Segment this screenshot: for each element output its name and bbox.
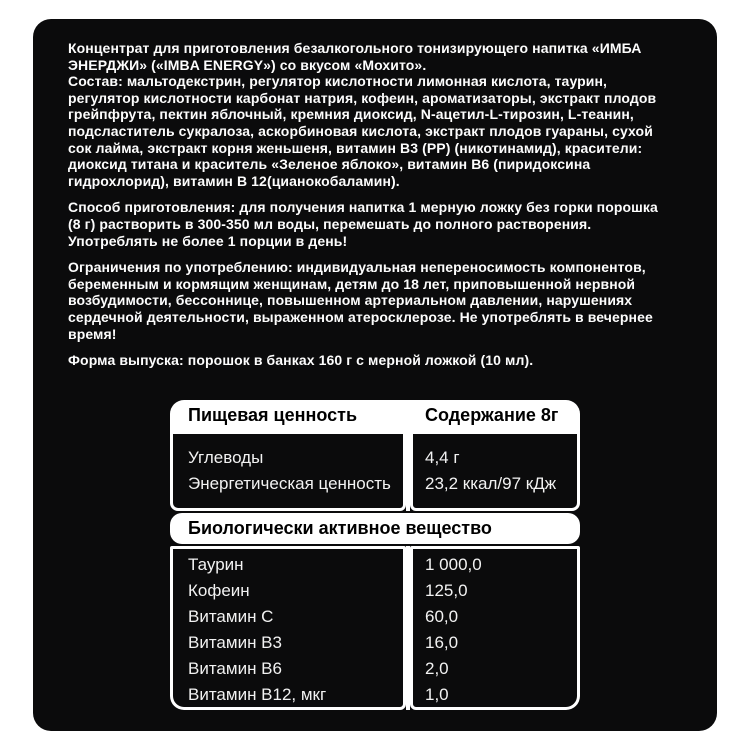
nutrition-table bbox=[170, 400, 580, 710]
nutrient-names-column bbox=[170, 431, 406, 511]
packaging-text: Форма выпуска: порошок в банках 160 г с мерной ложкой (10 мл). bbox=[68, 352, 534, 369]
content-per-serving-label: Содержание 8г bbox=[425, 405, 559, 425]
description-block bbox=[68, 40, 668, 189]
bioactive-value: 60,0 bbox=[425, 607, 459, 626]
bioactive-name: Витамин В6 bbox=[188, 659, 282, 678]
bioactive-values-column bbox=[410, 546, 580, 710]
bioactive-name: Витамин С bbox=[188, 607, 274, 626]
nutrient-name: Энергетическая ценность bbox=[188, 474, 391, 493]
bioactive-name: Таурин bbox=[188, 555, 244, 574]
bioactive-value: 1,0 bbox=[425, 685, 449, 704]
bioactive-section-header bbox=[170, 513, 580, 544]
nutrient-name: Углеводы bbox=[188, 448, 264, 467]
nutrient-value: 23,2 ккал/97 кДж bbox=[425, 474, 557, 493]
preparation-text: Способ приготовления: для получения напитка 1 мерную ложку без горки порошка (8 г) растворить в 300-350 мл воды, перемешать до полного растворения. bbox=[68, 199, 658, 232]
bioactive-value: 16,0 bbox=[425, 633, 459, 652]
bioactive-value: 125,0 bbox=[425, 581, 468, 600]
restrictions-text: Ограничения по употреблению: индивидуальная непереносимость компонентов, беременным и кормящим женщинам, детям до 18 лет, приповышенной нервной возбудимости, бессоннице, повышенном артериальном давлении, нарушениях сердечной деятельности, выраженном атеросклерозе. Не употреблять в вечернее время! bbox=[68, 259, 653, 342]
bioactive-name: Витамин В12, мкг bbox=[188, 685, 327, 704]
product-name-text: Концентрат для приготовления безалкогольного тонизирующего напитка «ИМБА ЭНЕРДЖИ» («IMBA ENERGY») со вкусом «Мохито». bbox=[68, 40, 642, 73]
bioactive-value: 1 000,0 bbox=[425, 555, 482, 574]
bioactive-value: 2,0 bbox=[425, 659, 449, 678]
bioactive-header-label: Биологически активное вещество bbox=[188, 518, 492, 538]
ingredients-text: Состав: мальтодекстрин, регулятор кислотности лимонная кислота, таурин, регулятор кислотности карбонат натрия, кофеин, ароматизаторы, экстракт плодов грейпфрута, пектин яблочный, кремния диоксид, N-ацетил-L-тирозин, L-теанин, подсластитель сукралоза, аскорбиновая кислота, экстракт плодов гуараны, сухой сок лайма, экстракт корня женьшеня, витамин В3 (РР) (никотинамид), красители: диоксид титана и краситель «Зеленое яблоко», витамин В6 (пиридоксина гидрохлорид), витамин В 12(цианокобаламин). bbox=[68, 73, 657, 189]
nutrient-values-column bbox=[410, 431, 580, 511]
bioactive-values-section bbox=[170, 546, 580, 710]
preparation-block bbox=[68, 199, 668, 249]
label-text-content bbox=[68, 40, 668, 379]
packaging-block bbox=[68, 352, 668, 369]
nutrition-header-label: Пищевая ценность bbox=[188, 405, 358, 425]
nutrition-table-header bbox=[170, 400, 580, 431]
product-label-panel bbox=[33, 19, 717, 731]
nutrient-value: 4,4 г bbox=[425, 448, 460, 467]
bioactive-name: Витамин В3 bbox=[188, 633, 282, 652]
nutrition-values-section bbox=[170, 431, 580, 511]
serving-limit-text: Употреблять не более 1 порции в день! bbox=[68, 232, 348, 249]
restrictions-block bbox=[68, 259, 668, 342]
bioactive-name: Кофеин bbox=[188, 581, 250, 600]
bioactive-names-column bbox=[170, 546, 406, 710]
